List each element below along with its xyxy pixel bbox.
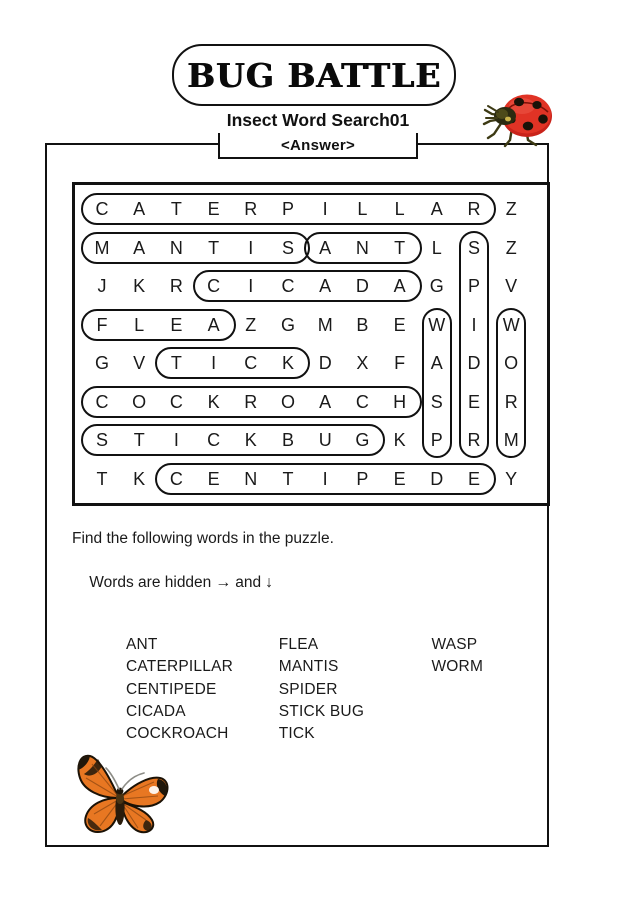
grid-cell: T	[170, 353, 182, 373]
grid-cell: T	[170, 199, 182, 219]
grid-cell: S	[467, 237, 480, 258]
answer-pill-worm	[496, 308, 526, 458]
word-list-item: FLEA	[278, 636, 319, 653]
grid-cell: C	[207, 430, 221, 450]
grid-cell: P	[467, 276, 480, 296]
grid-cell: G	[94, 353, 109, 373]
grid-cell: K	[207, 391, 220, 412]
grid-cell: K	[133, 468, 146, 489]
grid-cell: F	[394, 353, 406, 373]
grid-cell: G	[355, 430, 370, 450]
grid-cell: A	[319, 276, 332, 296]
grid-cell: A	[430, 353, 443, 373]
grid-cell: T	[96, 468, 108, 489]
grid-cell: T	[208, 237, 220, 258]
grid-cell: R	[504, 391, 518, 412]
grid-cell: E	[170, 314, 183, 335]
word-list-item: TICK	[278, 725, 315, 743]
word-list-item: MANTIS	[278, 658, 339, 676]
answer-pill-stickbug	[81, 424, 385, 456]
grid-cell: A	[393, 276, 406, 296]
grid-cell: A	[133, 237, 146, 258]
grid-cell: C	[281, 276, 295, 296]
grid-cell: M	[503, 430, 519, 450]
grid-cell: O	[132, 391, 147, 412]
grid-cell: I	[471, 314, 477, 335]
grid-cell: C	[169, 391, 183, 412]
grid-cell: P	[430, 430, 443, 450]
answer-pill-mantis	[81, 232, 310, 264]
grid-cell: N	[244, 468, 258, 489]
grid-cell: J	[97, 276, 107, 296]
grid-cell: G	[280, 314, 295, 335]
answer-pill-tick	[155, 347, 310, 379]
grid-cell: P	[281, 199, 294, 219]
grid-cell: B	[281, 430, 294, 450]
grid-cell: C	[244, 353, 258, 373]
grid-cell: R	[467, 430, 481, 450]
grid-cell: K	[133, 276, 146, 296]
answer-pill-centipede	[155, 463, 496, 495]
word-list-item: CENTIPEDE	[126, 680, 217, 698]
word-list-item: WORM	[431, 658, 484, 676]
grid-cell: V	[133, 353, 146, 373]
word-list-column-1	[126, 634, 279, 745]
grid-cell: I	[248, 276, 254, 296]
word-list-item: ANT	[126, 636, 158, 653]
grid-cell: X	[356, 353, 369, 373]
grid-cell: Z	[505, 237, 517, 258]
grid-cell: W	[428, 314, 446, 335]
grid-cell: I	[322, 468, 328, 489]
word-list	[126, 634, 546, 745]
word-list-item: COCKROACH	[126, 725, 229, 743]
arrow-right-icon: →	[215, 574, 232, 591]
title-banner	[172, 44, 456, 106]
arrow-down-icon: ↓	[265, 574, 274, 591]
page-title: BUG BATTLE	[186, 55, 442, 95]
grid-cell: D	[355, 276, 369, 296]
grid-cell: S	[95, 430, 108, 450]
instructions	[72, 528, 492, 616]
grid-cell: C	[355, 391, 369, 412]
word-list-item: STICK BUG	[278, 702, 365, 720]
grid-cell: A	[430, 199, 443, 219]
grid-cell: T	[394, 237, 406, 258]
grid-cell: R	[244, 391, 258, 412]
grid-cell: H	[393, 391, 407, 412]
grid-cell: N	[355, 237, 369, 258]
grid-cell: O	[280, 391, 295, 412]
grid-cell: R	[169, 276, 183, 296]
grid-cell: L	[394, 199, 405, 219]
grid-cell: C	[207, 276, 221, 296]
grid-cell: E	[393, 468, 406, 489]
word-list-item: CATERPILLAR	[126, 658, 233, 676]
grid-cell: A	[207, 314, 220, 335]
grid-cell: I	[322, 199, 328, 219]
grid-cell: L	[431, 237, 442, 258]
grid-cell: E	[207, 199, 220, 219]
answer-pill-flea	[81, 309, 236, 341]
grid-cell: E	[207, 468, 220, 489]
grid-cell: P	[356, 468, 369, 489]
grid-cell: I	[173, 430, 179, 450]
answer-pill-wasp	[422, 308, 452, 458]
answer-pill-spider	[459, 231, 489, 458]
grid-cell: W	[502, 314, 520, 335]
grid-cell: K	[281, 353, 294, 373]
grid-cell: C	[95, 199, 109, 219]
answer-pill-cicada	[193, 270, 422, 302]
grid-cell: T	[133, 430, 145, 450]
instruction-line-2-and: and	[235, 574, 262, 591]
grid-cell: E	[393, 314, 406, 335]
instruction-line-1: Find the following words in the puzzle.	[72, 530, 334, 547]
ladybug-image	[482, 88, 558, 150]
grid-cell: V	[505, 276, 518, 296]
grid-cell: I	[211, 353, 217, 373]
grid-cell: G	[429, 276, 444, 296]
instruction-line-2-text: Words are hidden	[89, 574, 212, 591]
grid-cell: T	[282, 468, 294, 489]
instruction-line-2	[72, 550, 492, 616]
grid-cell: L	[357, 199, 368, 219]
grid-cell: R	[467, 199, 481, 219]
answer-pill-caterpillar	[81, 193, 496, 225]
word-list-column-2	[279, 634, 432, 745]
word-list-item: SPIDER	[278, 680, 338, 698]
grid-cell: M	[94, 237, 110, 258]
butterfly-image	[62, 748, 178, 844]
answer-pill-cockroach	[81, 386, 422, 418]
grid-cell: B	[356, 314, 369, 335]
grid-cell: M	[317, 314, 333, 335]
grid-cell: R	[244, 199, 258, 219]
grid-cell: I	[248, 237, 254, 258]
grid-cell: C	[95, 391, 109, 412]
word-list-item: CICADA	[126, 702, 186, 720]
grid-cell: D	[318, 353, 332, 373]
word-list-column-3	[431, 634, 546, 745]
answer-tab-label: <Answer>	[280, 136, 356, 154]
grid-cell: F	[96, 314, 108, 335]
grid-cell: Z	[245, 314, 257, 335]
word-list-item: WASP	[431, 636, 478, 653]
grid-cell: K	[393, 430, 406, 450]
grid-cell: E	[467, 468, 480, 489]
grid-cell: L	[134, 314, 145, 335]
grid-cell: D	[467, 353, 481, 373]
grid-cell: K	[244, 430, 257, 450]
answer-tab	[218, 133, 418, 159]
grid-cell: Z	[505, 199, 517, 219]
grid-cell: U	[318, 430, 332, 450]
grid-cell: E	[467, 391, 480, 412]
grid-cell: D	[430, 468, 444, 489]
grid-cell: N	[169, 237, 183, 258]
page-subtitle: Insect Word Search01	[226, 110, 410, 130]
puzzle-grid	[84, 190, 536, 498]
grid-cell: Y	[505, 468, 518, 489]
grid-cell: S	[430, 391, 443, 412]
grid-cell: A	[319, 237, 332, 258]
grid-cell: S	[281, 237, 294, 258]
grid-cell: O	[504, 353, 519, 373]
grid-cell: A	[319, 391, 332, 412]
answer-pill-ant	[304, 232, 422, 264]
grid-cell: A	[133, 199, 146, 219]
grid-cell: C	[169, 468, 183, 489]
